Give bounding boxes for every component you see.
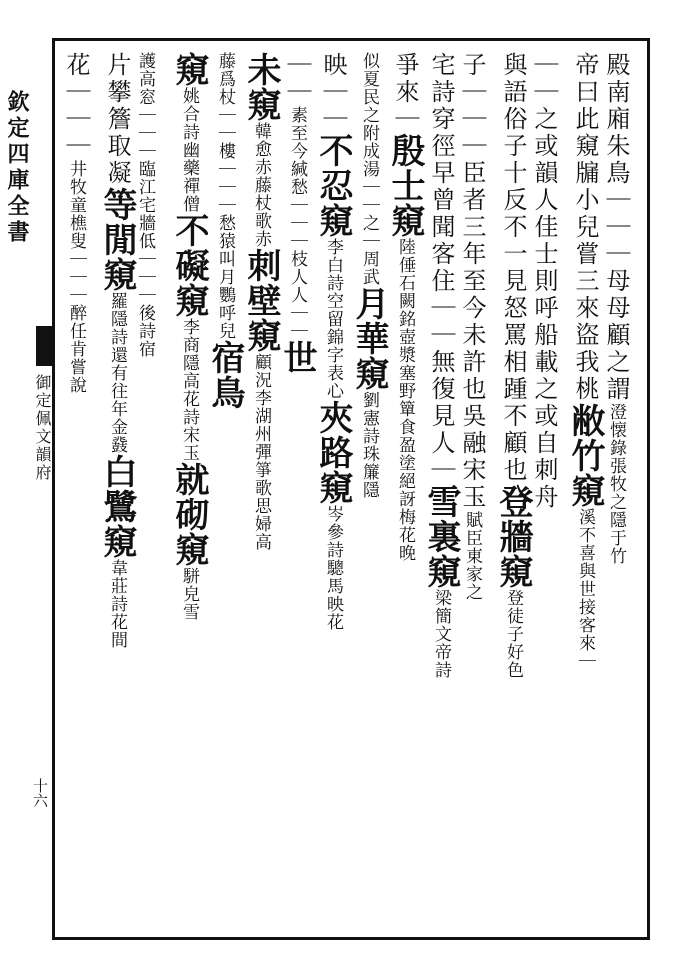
entry-heading: 窺 (169, 52, 209, 87)
annotation-text: 劉憲詩珠簾隱 (359, 391, 379, 499)
entry-heading: 敝竹窺 (565, 403, 605, 508)
entry-heading: 就砌窺 (169, 462, 209, 567)
annotation-text: 羅隱詩還有往年金鼗 (107, 292, 127, 454)
text-column (277, 52, 317, 928)
body-text: 宅詩穿徑早曾聞客住｜｜無復見人｜ (427, 52, 455, 484)
annotation-text: 臨江宅牆低｜｜｜ (135, 160, 155, 304)
entry-heading: 未窺 (241, 52, 281, 122)
text-column (205, 52, 245, 928)
text-column (241, 52, 281, 928)
page-number: 十六 (31, 778, 49, 808)
annotation-text: 韓愈赤藤杖歌赤 (251, 122, 271, 248)
entry-heading: 刺壁窺 (241, 248, 281, 353)
annotation-text: 似夏民之附成湯｜｜之｜周武 (359, 52, 379, 286)
entry-heading: 月華窺 (349, 286, 389, 391)
body-text: 映｜｜ (319, 52, 347, 133)
annotation-text: 井牧童樵叟｜｜｜ (66, 160, 86, 304)
entry-heading: 殷士窺 (385, 133, 425, 238)
annotation-text: 韋莊詩花間 (107, 559, 127, 649)
entry-heading: 世 (277, 340, 317, 375)
text-column (313, 52, 353, 928)
entry-heading: 雪裏窺 (421, 484, 461, 589)
entry-heading: 白鷺窺 (97, 454, 137, 559)
annotation-text: 李商隱高花詩宋玉 (179, 318, 199, 462)
page-margin (0, 38, 52, 940)
body-text: 片攀簷取凝 (103, 52, 131, 187)
body-text: 花｜｜｜ (62, 52, 90, 160)
annotation-text: 樓｜｜｜愁猿叫月鸚呼兒 (215, 142, 235, 340)
text-column (565, 52, 605, 928)
body-text: 子｜｜｜臣者三年至今未許也吳融宋玉 (458, 52, 486, 511)
entry-heading: 不忍窺 (313, 133, 353, 238)
annotation-text: 岑參詩驄馬映花 (323, 505, 343, 631)
annotation-text: 護高窓｜｜｜ (135, 52, 155, 160)
annotation-text: 枝人人｜｜ (287, 250, 307, 340)
text-column (349, 52, 389, 928)
body-text: 與語俗子十反不一見怒罵相踵不顧也 (499, 52, 527, 484)
text-column (493, 52, 533, 928)
entry-heading: 夾路窺 (313, 400, 353, 505)
annotation-text: 後詩宿 (135, 304, 155, 358)
annotation-text: 賦臣東家之 (462, 511, 482, 601)
annotation-text: 藤爲杖｜｜ (215, 52, 235, 142)
annotation-text: 澄懐錄張牧之隱于竹 (606, 403, 626, 565)
text-column (604, 52, 628, 928)
annotation-text: 駢皃雪 (179, 567, 199, 621)
annotation-text: 醉任肯嘗說 (66, 304, 86, 394)
body-text: ｜｜之或韻人佳士則呼船載之或自刺舟 (530, 52, 558, 511)
text-column (136, 52, 153, 928)
annotation-text: 梁簡文帝詩 (431, 589, 451, 679)
text-column (97, 52, 137, 928)
text-column (421, 52, 461, 928)
text-column (64, 52, 88, 928)
margin-fishtail-block (36, 326, 52, 366)
entry-heading: 宿鳥 (205, 340, 245, 410)
text-column (460, 52, 484, 928)
body-text: 帝曰此窺牖小兒嘗三來盜我桃 (571, 52, 599, 403)
annotation-text: 顧況李湖州彈箏歌思婦高 (251, 353, 271, 551)
book-title: 欽定四庫全書 (4, 90, 30, 246)
text-column (385, 52, 425, 928)
annotation-text: 登徒子好色 (503, 589, 523, 679)
entry-heading: 等閒窺 (97, 187, 137, 292)
body-text: 爭來｜ (391, 52, 419, 133)
entry-heading: 登牆窺 (493, 484, 533, 589)
text-column (169, 52, 209, 928)
annotation-text: 素至今緘愁｜｜｜ (287, 106, 307, 250)
book-subtitle: 御定佩文韻府 (33, 374, 52, 482)
annotation-text: 陸倕石闕銘壺漿塞野簞食盈塗 (395, 238, 415, 472)
body-text: 殿南廂朱鳥｜｜｜母母顧之謂 (602, 52, 630, 403)
annotation-text: 姚合詩幽藥禪僧 (179, 87, 199, 213)
entry-heading: 不礙窺 (169, 213, 209, 318)
annotation-text: 絕訝梅花晚 (395, 472, 415, 562)
text-column (532, 52, 556, 928)
body-text: ｜｜ (283, 52, 311, 106)
annotation-text: 溪不喜與世接客來｜ (575, 508, 595, 670)
annotation-text: 李白詩空留錦字表心 (323, 238, 343, 400)
